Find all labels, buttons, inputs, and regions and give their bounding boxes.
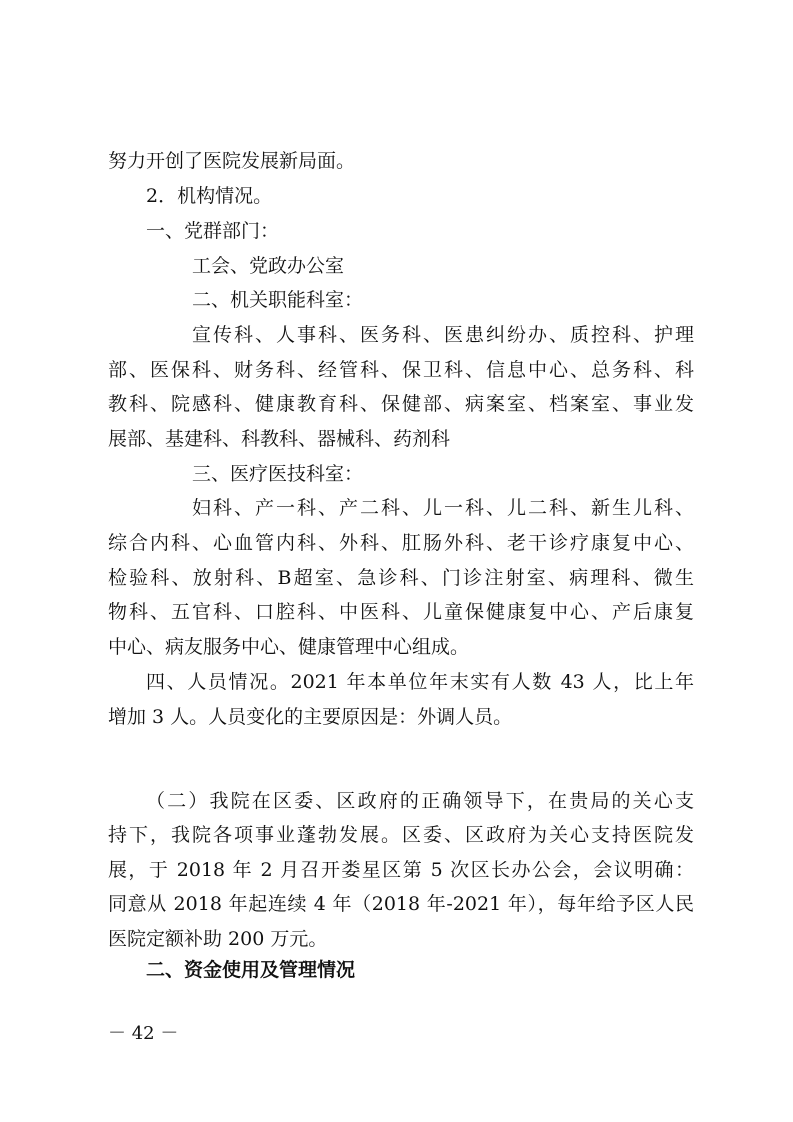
medical-units-line: 中心、病友服务中心、健康管理中心组成。 <box>108 636 470 658</box>
admin-units-line: 部、医保科、财务科、经管科、保卫科、信息中心、总务科、科 <box>108 359 694 381</box>
medical-units-line: 妇科、产一科、产二科、儿一科、儿二科、新生儿科、 <box>192 497 694 519</box>
personnel-line: 四、人员情况。2021 年本单位年末实有人数 43 人，比上年 <box>146 671 694 693</box>
admin-units-line: 教科、院感科、健康教育科、保健部、病案室、档案室、事业发 <box>108 393 694 415</box>
org-heading: 2．机构情况。 <box>146 185 273 207</box>
medical-units-line: 物科、五官科、口腔科、中医科、儿童保健康复中心、产后康复 <box>108 601 694 623</box>
admin-units-line: 展部、基建科、科教科、器械科、药剂科 <box>108 428 451 450</box>
medical-units-line: 检验科、放射科、B超室、急诊科、门诊注射室、病理科、微生 <box>108 567 694 589</box>
funding-paragraph-line: （二）我院在区委、区政府的正确领导下，在贵局的关心支 <box>146 790 694 812</box>
medical-units-line: 综合内科、心血管内科、外科、肛肠外科、老干诊疗康复中心、 <box>108 532 694 554</box>
funding-paragraph-line: 持下，我院各项事业蓬勃发展。区委、区政府为关心支持医院发 <box>108 824 694 846</box>
admin-units-line: 宣传科、人事科、医务科、医患纠纷办、质控科、护理 <box>192 324 694 346</box>
party-dept-heading: 一、党群部门： <box>146 220 280 242</box>
page-number: － 42 － <box>108 1023 179 1044</box>
section-heading: 二、资金使用及管理情况 <box>146 959 356 981</box>
funding-paragraph-line: 展，于 2018 年 2 月召开娄星区第 5 次区长办公会，会议明确： <box>108 859 694 881</box>
personnel-line: 增加 3 人。人员变化的主要原因是：外调人员。 <box>108 706 513 728</box>
text-line: 努力开创了医院发展新局面。 <box>108 150 356 172</box>
party-dept-units: 工会、党政办公室 <box>192 255 345 277</box>
funding-paragraph-line: 医院定额补助 200 万元。 <box>108 928 328 950</box>
funding-paragraph-line: 同意从 2018 年起连续 4 年（2018 年-2021 年），每年给予区人民 <box>108 893 694 915</box>
medical-dept-heading: 三、医疗医技科室： <box>192 463 364 485</box>
admin-dept-heading: 二、机关职能科室： <box>192 289 364 311</box>
